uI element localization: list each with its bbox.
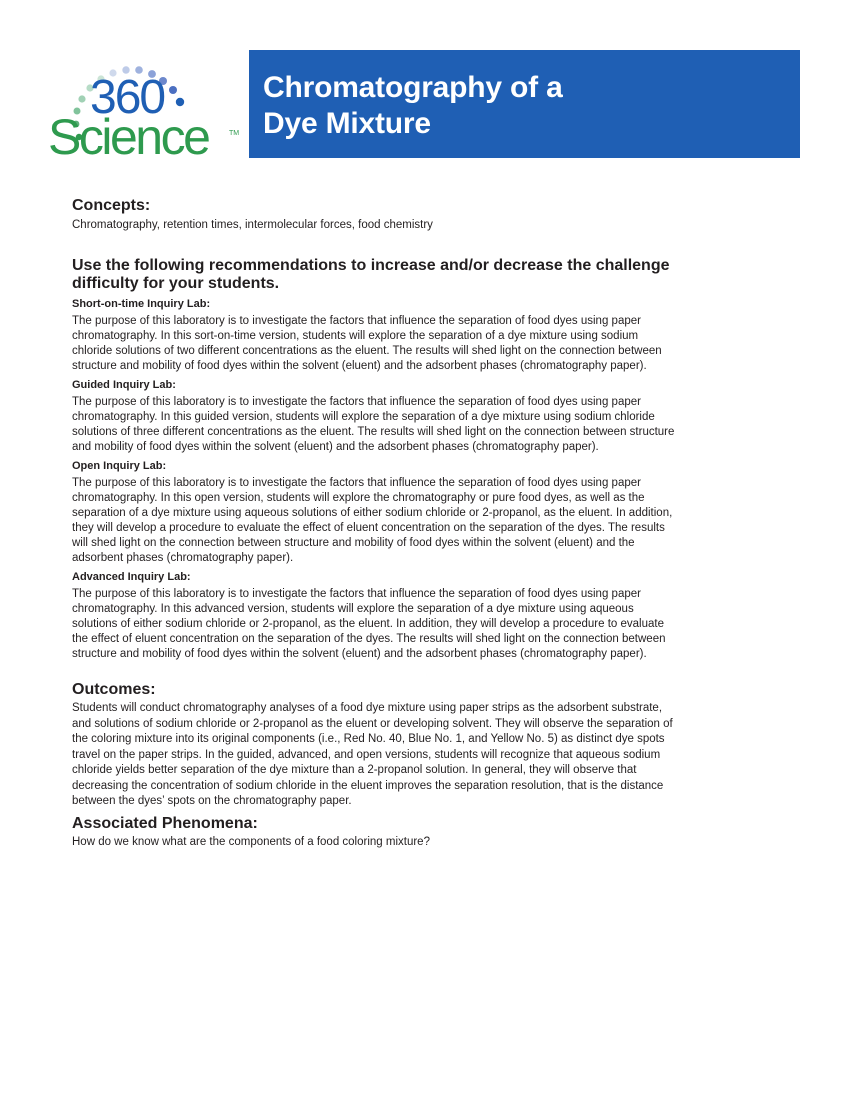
concepts-heading: Concepts: xyxy=(72,197,151,214)
recommendations-section xyxy=(72,257,778,662)
lab-title: Short-on-time Inquiry Lab: xyxy=(72,298,211,310)
line: adsorbent phases (chromatography paper). xyxy=(72,552,294,564)
line: The purpose of this laboratory is to investigate the factors that influence the separation of food dyes using paper xyxy=(72,588,641,600)
lab-short-on-time xyxy=(72,297,778,374)
line: chromatography. In this guided version, students will explore the separation of a dye mixture using sodium chloride xyxy=(72,411,655,423)
lab-title: Open Inquiry Lab: xyxy=(72,460,167,472)
line: chromatography. In this open version, students will explore the chromatography or pure food dyes, as well as the xyxy=(72,492,645,504)
logo-trademark: TM xyxy=(229,130,240,137)
line: The purpose of this laboratory is to investigate the factors that influence the separation of food dyes using paper xyxy=(72,477,641,489)
line: chromatography. In this sort-on-time version, students will explore the separation of a dye mixture using sodium xyxy=(72,330,639,342)
concepts-text: Chromatography, retention times, intermolecular forces, food chemistry xyxy=(72,219,433,231)
360-science-logo xyxy=(46,46,242,164)
recommendations-heading-line-1: Use the following recommendations to increase and/or decrease the challenge xyxy=(72,257,670,274)
recommendations-heading-line-2: difficulty for your students. xyxy=(72,275,280,292)
lab-description xyxy=(72,395,778,455)
line: and solutions of sodium chloride or 2-propanol as the eluent or developing solvent. They will observe the separation of xyxy=(72,717,673,730)
outcomes-section xyxy=(72,680,778,810)
phenomena-heading: Associated Phenomena: xyxy=(72,814,258,832)
line: separation of a dye mixture using aqueous solutions of either sodium chloride or 2-propanol, as the eluent. In addition, xyxy=(72,507,673,519)
line: structure and mobility of food dyes within the solvent (eluent) and the adsorbent phases (chromatography paper). xyxy=(72,360,647,372)
line: solutions of either sodium chloride or 2-propanol, as the eluent. In addition, they will develop a procedure to evaluate xyxy=(72,618,664,630)
line: structure and mobility of food dyes within the solvent (eluent) and the adsorbent phases (chromatography paper). xyxy=(72,648,647,660)
page-title xyxy=(263,70,563,142)
line: chromatography. In this advanced version, students will explore the separation of a dye mixture using aqueous xyxy=(72,603,634,615)
phenomena-text: How do we know what are the components of a food coloring mixture? xyxy=(72,835,430,848)
lab-description xyxy=(72,314,778,374)
lab-open xyxy=(72,459,778,566)
document-body xyxy=(72,196,778,850)
logo-number: 360 xyxy=(90,71,165,124)
line: between the dyes’ spots on the chromatography paper. xyxy=(72,795,352,807)
line: travel on the paper strips. In the guided, advanced, and open versions, students will recognize that aqueous sodium xyxy=(72,748,661,761)
title-banner xyxy=(249,50,800,158)
line: chloride yields better separation of the dye mixture than a 2-propanol solution. In general, they will observe that xyxy=(72,764,637,776)
outcomes-heading: Outcomes: xyxy=(72,681,156,698)
phenomena-section xyxy=(72,814,778,850)
logo-word: Science xyxy=(48,109,209,165)
lab-advanced xyxy=(72,570,778,662)
lab-title: Advanced Inquiry Lab: xyxy=(72,571,191,583)
recommendations-heading xyxy=(72,257,778,293)
concepts-section xyxy=(72,196,778,233)
page-title-line-2: Dye Mixture xyxy=(263,107,431,140)
page-title-line-1: Chromatography of a xyxy=(263,71,563,104)
line: the effect of eluent concentration on the separation of the dyes. The results will shed light on the connection between xyxy=(72,633,666,645)
lab-title: Guided Inquiry Lab: xyxy=(72,379,176,391)
line: decreasing the concentration of sodium chloride in the eluent improves the separation resolution, that is the distance xyxy=(72,779,664,792)
line: chloride solutions of two different concentrations as the eluent. The results will shed light on the connection between xyxy=(72,345,662,357)
line: will shed light on the connection between structure and mobility of food dyes within the solvent (eluent) and the xyxy=(72,537,635,549)
lab-description xyxy=(72,587,778,662)
outcomes-text xyxy=(72,701,778,810)
line: they will develop a procedure to evaluate the effect of eluent concentration on the separation of the dyes. The results xyxy=(72,522,665,534)
line: solutions of three different concentrations as the eluent. The results will shed light on the connection between structure xyxy=(72,426,675,438)
lab-guided xyxy=(72,378,778,455)
lab-description xyxy=(72,476,778,566)
line: the coloring mixture into its original components (i.e., Red No. 40, Blue No. 1, and Yellow No. 5) as distinct dye spots xyxy=(72,733,665,745)
line: The purpose of this laboratory is to investigate the factors that influence the separation of food dyes using paper xyxy=(72,396,641,408)
line: The purpose of this laboratory is to investigate the factors that influence the separation of food dyes using paper xyxy=(72,315,641,327)
line: Students will conduct chromatography analyses of a food dye mixture using paper strips as the adsorbent substrate, xyxy=(72,702,663,714)
line: and mobility of food dyes within the solvent (eluent) and the adsorbent phases (chromatography paper). xyxy=(72,441,599,453)
